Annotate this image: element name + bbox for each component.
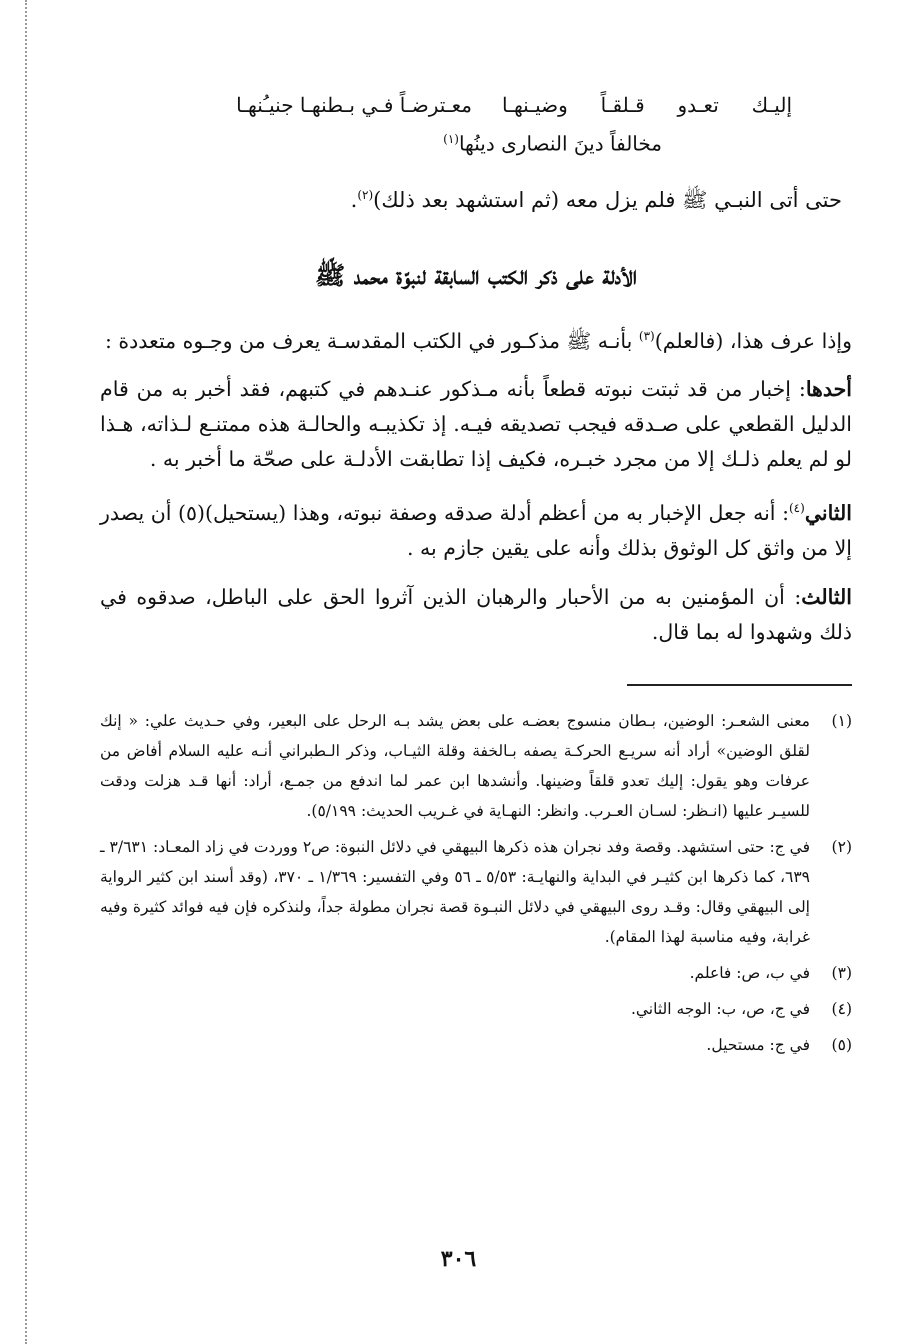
footnote-5-text: في ج: مستحيل. <box>706 1036 810 1055</box>
footnote-2-number: (٢) <box>831 838 852 857</box>
footnote-ref-1[interactable]: (١) <box>443 132 459 146</box>
footnote-ref-3[interactable]: (٣) <box>638 328 655 343</box>
point-third-lead: الثالث <box>801 585 852 610</box>
footnote-3-number: (٣) <box>831 964 852 983</box>
footnote-1-number: (١) <box>831 712 852 731</box>
verse-line-1 <box>152 88 792 122</box>
footnote-2 <box>100 832 852 952</box>
point-third <box>100 580 852 650</box>
verse-line-2 <box>100 122 792 161</box>
narrative-tail: . <box>350 187 358 212</box>
footnote-4-number: (٤) <box>831 1000 852 1019</box>
verse-hemistich-left: معـترضـاً فـي بـطنهـا جنيـُنهـا <box>236 93 472 117</box>
footnote-3 <box>100 958 852 988</box>
verse-line-2-text: مخالفاً دينَ النصارى دينُها <box>458 131 662 156</box>
footnote-ref-4[interactable]: (٤) <box>788 501 805 516</box>
intro-part-1: وإذا عرف هذا، (فالعلم) <box>654 328 852 353</box>
footnote-5 <box>100 1030 852 1060</box>
footnote-3-text: في ب، ص: فاعلم. <box>689 964 810 983</box>
footnote-2-text: في ج: حتى استشهد. وقصة وفد نجران هذه ذكرها البيهقي في دلائل النبوة: ص٢ ووردت في زاد المعـاد: ٣/٦٣١ ـ ٦٣٩، كما ذكرها ابن كثيـر في البداية والنهايـة: ٥/٥٣ ـ ٥٦ وفي التفسير: ١/٣٦٩ ـ ٣٧٠، (وقد أسند ابن كثير الرواية إلى البيهقي وقال: وقـد روى البيهقي في دلائل النبـوة قصة نجران مطولة جداً، ولنذكره فإن فيه فوائد كثيرة وفيه غرابة، وفيه مناسبة لهذا المقام). <box>100 838 810 947</box>
narrative-line <box>100 177 842 218</box>
point-third-text: : أن المؤمنين به من الأحبار والرهبان الذين آثروا الحق على الباطل، صدقوه في ذلك وشهدوا له بما قال. <box>100 585 852 645</box>
page-number: ٣٠٦ <box>440 1246 477 1272</box>
page-content <box>100 88 852 1066</box>
intro-paragraph <box>100 319 852 359</box>
point-first-lead: أحدها <box>805 377 852 402</box>
footnote-1 <box>100 706 852 826</box>
footnote-ref-2[interactable]: (٢) <box>357 187 374 202</box>
narrative-text: حتى أتى النبـي ﷺ فلم يزل معه (ثم استشهد بعد ذلك) <box>373 187 842 212</box>
point-second <box>100 491 852 566</box>
point-second-text: : أنه جعل الإخبار به من أعظم أدلة صدقه وصفة نبوته، وهذا (يستحيل)(٥) أن يصدر إلا من واثق كل الوثوق بذلك وأنه على يقين جازم به . <box>100 501 852 561</box>
footnote-separator <box>627 684 852 686</box>
footnote-4-text: في ج، ص، ب: الوجه الثاني. <box>630 1000 810 1019</box>
section-heading: الأدلة على ذكر الكتب السابقة لنبوّة محمد ﷺ <box>315 260 637 290</box>
poem-verse <box>100 88 792 161</box>
footnote-5-number: (٥) <box>831 1036 852 1055</box>
footnote-1-text: معنى الشعـر: الوضين، بـطان منسوج بعضـه على بعض يشد بـه الرحل على البعير، وفي حـديث علي: « إنك لقلق الوضين» أراد أنه سريـع الحركـة يصفه بـالخفة وقلة الثيـاب، وذكر الـطبراني أنـه عليه السلام أفاض من عرفات وهو يقول: إليك تعدو قلقاً وضينها. وأنشدها ابن عمر لما اندفع من جمـع، أراد: أنها قـد هزلت ودقت للسيـر عليها (انـظر: لسـان العـرب. وانظر: النهـاية في غـريب الحديث: ٥/١٩٩). <box>100 712 810 821</box>
footnotes <box>100 706 852 1060</box>
margin-dotted-line <box>25 0 27 1344</box>
point-second-lead: الثاني <box>804 501 852 526</box>
point-first-text: : إخبار من قد ثبتت نبوته قطعاً بأنه مـذكور عنـدهم في كتبهم، فقد أخبر به من قام الدليل القطعي على صـدقه فيجب تصديقه فيـه. إذ تكذيبـه والحالـة هذه ممتنـع لـذاته، هـذا لو لم يعلم ذلـك إلا من مجرد خبـره، فكيف إذا تطابقت الأدلـة على صحّة ما أخبر به . <box>100 377 852 472</box>
verse-hemistich-right: إليـك تعـدو قـلقـاً وضيـنهـا <box>502 93 792 117</box>
point-first <box>100 372 852 477</box>
footnote-4 <box>100 994 852 1024</box>
intro-part-2: بأنـه ﷺ مذكـور في الكتب المقدسـة يعرف من وجـوه متعددة : <box>105 328 639 353</box>
